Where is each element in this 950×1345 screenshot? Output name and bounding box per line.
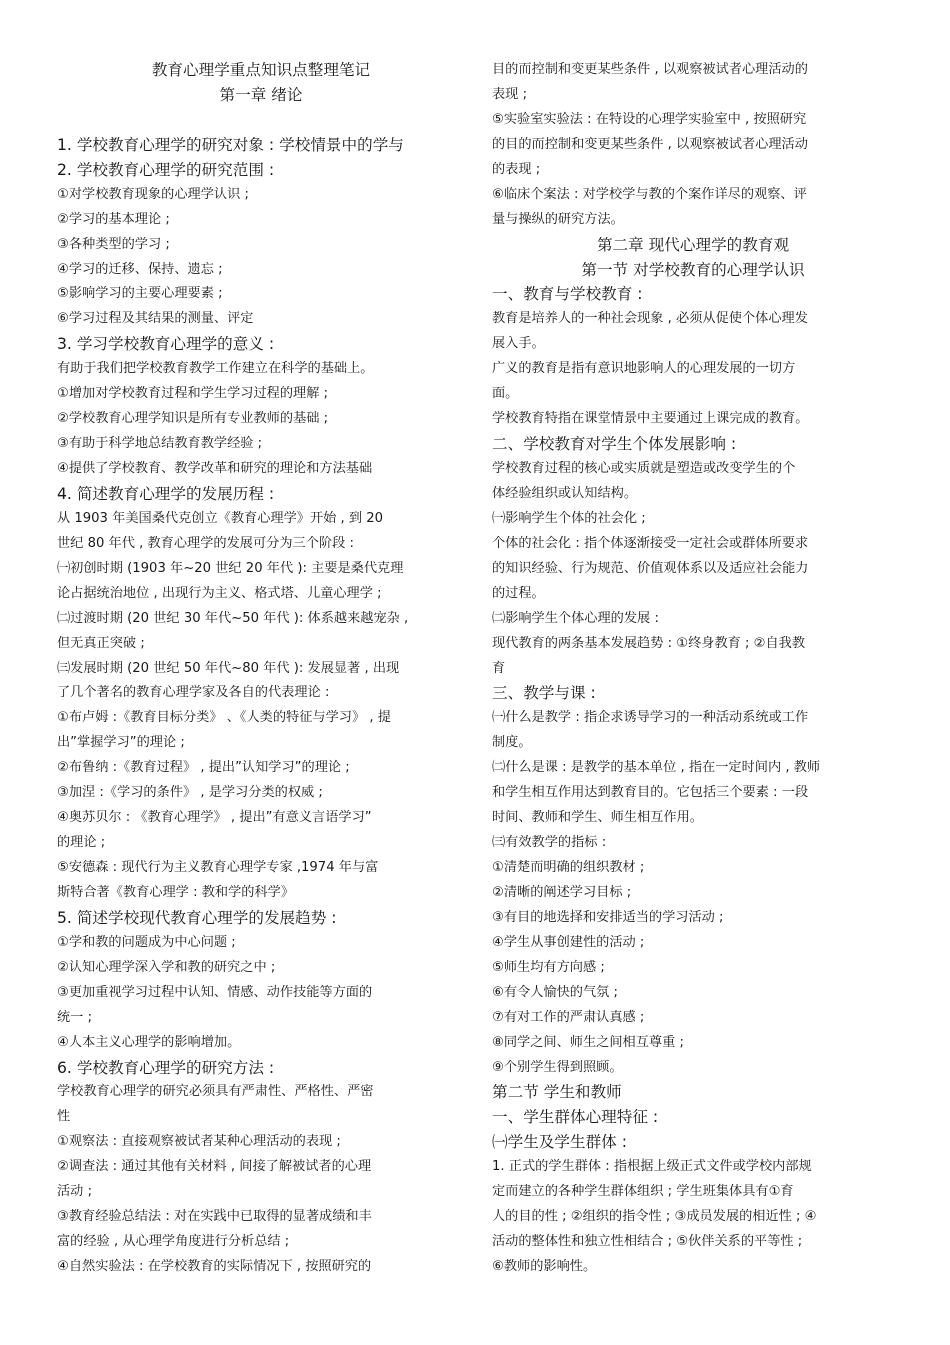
text-line: 教育是培养人的一种社会现象 , 必须从促使个体心理发 — [492, 311, 808, 327]
text-line: ㈠影响学生个体的社会化 ; — [492, 510, 646, 526]
text-line: 广义的教育是指有意识地影响人的心理发展的一切方 — [492, 361, 796, 377]
spacer — [57, 108, 465, 133]
text-line: ⑧同学之间、师生之间相互尊重 ; — [492, 1034, 684, 1050]
section-heading: 1. 学校教育心理学的研究对象 : 学校情景中的学与 — [57, 135, 404, 154]
text-line: ②学校教育心理学知识是所有专业教师的基础 ; — [57, 411, 329, 427]
text-line: 个体的社会化 : 指个体逐渐接受一定社会或群体所要求 — [492, 535, 809, 551]
text-line: ㈡影响学生个体心理的发展 : — [492, 610, 659, 626]
text-line: ③各种类型的学习 ; — [57, 236, 170, 252]
text-line: ⑥有令人愉快的气氛 ; — [492, 984, 618, 1000]
section-heading: 6. 学校教育心理学的研究方法 : — [57, 1058, 275, 1077]
heading-line: 第二章 现代心理学的教育观 — [596, 235, 790, 254]
text-line: 制度。 — [492, 735, 532, 751]
section-heading: 第二节 学生和教师 — [492, 1083, 622, 1102]
heading-line: 教育心理学重点知识点整理笔记 — [151, 61, 371, 79]
text-line: 但无真正突破 ; — [57, 635, 145, 651]
text-line: 性 — [57, 1109, 71, 1125]
text-line: ㈡什么是课 : 是教学的基本单位 , 指在一定时间内 , 教师 — [492, 760, 821, 776]
text-line: 时间、教师和学生、师生相互作用。 — [492, 810, 703, 826]
text-line: ①布卢姆 :《教育目标分类》 、《人类的特征与学习》 , 提 — [57, 710, 391, 726]
text-line: ④自然实验法 : 在学校教育的实际情况下 , 按照研究的 — [57, 1259, 372, 1274]
text-line: 的知识经验、行为规范、价值观体系以及适应社会能力 — [492, 560, 809, 576]
section-heading: 4. 简述教育心理学的发展历程 : — [57, 484, 275, 503]
text-line: ④提供了学校教育、教学改革和研究的理论和方法基础 — [57, 461, 373, 476]
text-line: 的过程。 — [492, 585, 545, 601]
text-line: ③更加重视学习过程中认知、情感、动作技能等方面的 — [57, 984, 373, 1000]
text-line: ⑥临床个案法 : 对学校学与教的个案作详尽的观察、评 — [492, 186, 807, 202]
text-line: 面。 — [492, 386, 519, 402]
text-line: 斯特合著《教育心理学 : 教和学的科学》 — [57, 884, 295, 900]
text-line: ②布鲁纳 :《教育过程》 , 提出”认知学习”的理论 ; — [57, 760, 350, 776]
text-line: ⑦有对工作的严肃认真感 ; — [492, 1009, 645, 1025]
text-line: ⑥教师的影响性。 — [492, 1259, 597, 1274]
text-line: ③教育经验总结法 : 对在实践中已取得的显著成绩和丰 — [57, 1209, 372, 1225]
text-line: 展入手。 — [492, 336, 545, 352]
text-line: 的表现 ; — [492, 161, 541, 177]
text-line: 从 1903 年美国桑代克创立《教育心理学》开始 , 到 20 — [57, 510, 384, 526]
text-line: 表现 ; — [492, 86, 528, 102]
text-line: ⑤师生均有方向感 ; — [492, 959, 605, 975]
text-line: 活动的整体性和独立性相结合 ; ⑤伙伴关系的平等性 ; — [492, 1234, 803, 1250]
text-line: ②清晰的阐述学习目标 ; — [492, 884, 632, 900]
text-line: 学校教育心理学的研究必须具有严肃性、严格性、严密 — [57, 1084, 374, 1100]
text-line: 人的目的性 ; ②组织的指令性 ; ③成员发展的相近性 ; ④ — [492, 1209, 817, 1225]
text-line: ㈠初创时期 (1903 年~20 世纪 20 年代 ): 主要是桑代克理 — [57, 560, 404, 576]
text-line: 量与操纵的研究方法。 — [492, 211, 624, 227]
text-line: 有助于我们把学校教育教学工作建立在科学的基础上。 — [57, 361, 374, 377]
text-line: 活动 ; — [57, 1184, 93, 1200]
text-line: ⑤影响学习的主要心理要素 ; — [57, 286, 223, 302]
text-line: 体经验组织或认知结构。 — [492, 485, 638, 501]
section-heading: 5. 简述学校现代教育心理学的发展趋势 : — [57, 908, 337, 927]
heading-line: 第一节 对学校教育的心理学认识 — [581, 260, 805, 279]
text-line: ③有目的地选择和安排适当的学习活动 ; — [492, 909, 724, 925]
text-line: ①清楚而明确的组织教材 ; — [492, 860, 645, 875]
heading-line: 第一章 绪论 — [219, 85, 303, 104]
text-line: ①增加对学校教育过程和学生学习过程的理解 ; — [57, 386, 329, 402]
section-heading: 二、学校教育对学生个体发展影响 : — [492, 435, 737, 454]
text-line: ⑤实验室实验法 : 在特设的心理学实验室中 , 按照研究 — [492, 111, 807, 127]
section-heading: 三、教学与课 : — [492, 684, 596, 703]
text-line: 学校教育过程的核心或实质就是塑造或改变学生的个 — [492, 461, 796, 476]
text-line: 育 — [492, 660, 506, 676]
text-line: ㈢发展时期 (20 世纪 50 年代~80 年代 ): 发展显著 , 出现 — [57, 660, 400, 676]
text-line: 了几个著名的教育心理学家及各自的代表理论 : — [57, 685, 330, 701]
section-heading: 一、学生群体心理特征 : — [492, 1108, 659, 1127]
text-line: 的目的而控制和变更某些条件 , 以观察被试者心理活动 — [492, 136, 808, 152]
text-line: ①观察法 : 直接观察被试者某种心理活动的表现 ; — [57, 1134, 341, 1150]
text-line: ㈠什么是教学 : 指企求诱导学习的一种活动系统或工作 — [492, 710, 809, 726]
text-line: 出”掌握学习”的理论 ; — [57, 735, 185, 751]
section-heading: 3. 学习学校教育心理学的意义 : — [57, 335, 275, 354]
text-line: ④奥苏贝尔 : 《教育心理学》 , 提出”有意义言语学习” — [57, 810, 372, 826]
text-line: 1. 正式的学生群体 : 指根据上级正式文件或学校内部规 — [492, 1159, 812, 1175]
text-line: 富的经验 , 从心理学角度进行分析总结 ; — [57, 1234, 290, 1250]
text-line: ㈢有效教学的指标 : — [492, 835, 607, 851]
text-line: ⑥学习过程及其结果的测量、评定 — [57, 311, 254, 327]
text-line: 现代教育的两条基本发展趋势 : ①终身教育 ; ②自我教 — [492, 635, 806, 651]
text-line: ㈡过渡时期 (20 世纪 30 年代~50 年代 ): 体系越来越宠杂 , — [57, 610, 409, 626]
text-line: 和学生相互作用达到教育目的。它包括三个要素 : 一段 — [492, 785, 809, 801]
section-heading: 2. 学校教育心理学的研究范围 : — [57, 160, 275, 179]
text-line: ①学和教的问题成为中心问题 ; — [57, 934, 236, 950]
text-line: ④学生从事创建性的活动 ; — [492, 934, 645, 950]
text-line: ①对学校教育现象的心理学认识 ; — [57, 186, 249, 202]
text-line: ⑤安德森 : 现代行为主义教育心理学专家 ,1974 年与富 — [57, 860, 379, 875]
left-column — [57, 58, 465, 1280]
text-line: ⑨个别学生得到照顾。 — [492, 1059, 623, 1075]
text-line: 世纪 80 年代 , 教育心理学的发展可分为三个阶段 : — [57, 535, 354, 551]
text-line: 的理论 ; — [57, 835, 106, 851]
right-column — [492, 58, 894, 1280]
text-line: ②学习的基本理论 ; — [57, 211, 170, 227]
text-line: ④学习的迁移、保持、遗忘 ; — [57, 261, 223, 277]
section-heading: ㈠学生及学生群体 : — [492, 1133, 627, 1152]
text-line: ②调查法 : 通过其他有关材料 , 间接了解被试者的心理 — [57, 1159, 372, 1175]
text-line: ②认知心理学深入学和教的研究之中 ; — [57, 959, 276, 975]
section-heading: 一、教育与学校教育 : — [492, 285, 643, 304]
text-line: 定而建立的各种学生群体组织 ; 学生班集体具有①育 — [492, 1184, 794, 1200]
text-line: ③加涅 :《学习的条件》 , 是学习分类的权威 ; — [57, 785, 323, 801]
text-line: ④人本主义心理学的影响增加。 — [57, 1034, 241, 1050]
text-line: ③有助于科学地总结教育教学经验 ; — [57, 436, 263, 452]
text-line: 论占据统治地位 , 出现行为主义、格式塔、儿童心理学 ; — [57, 585, 382, 601]
text-line: 目的而控制和变更某些条件 , 以观察被试者心理活动的 — [492, 62, 808, 77]
text-line: 学校教育特指在课堂情景中主要通过上课完成的教育。 — [492, 411, 809, 427]
text-line: 统一 ; — [57, 1009, 93, 1025]
